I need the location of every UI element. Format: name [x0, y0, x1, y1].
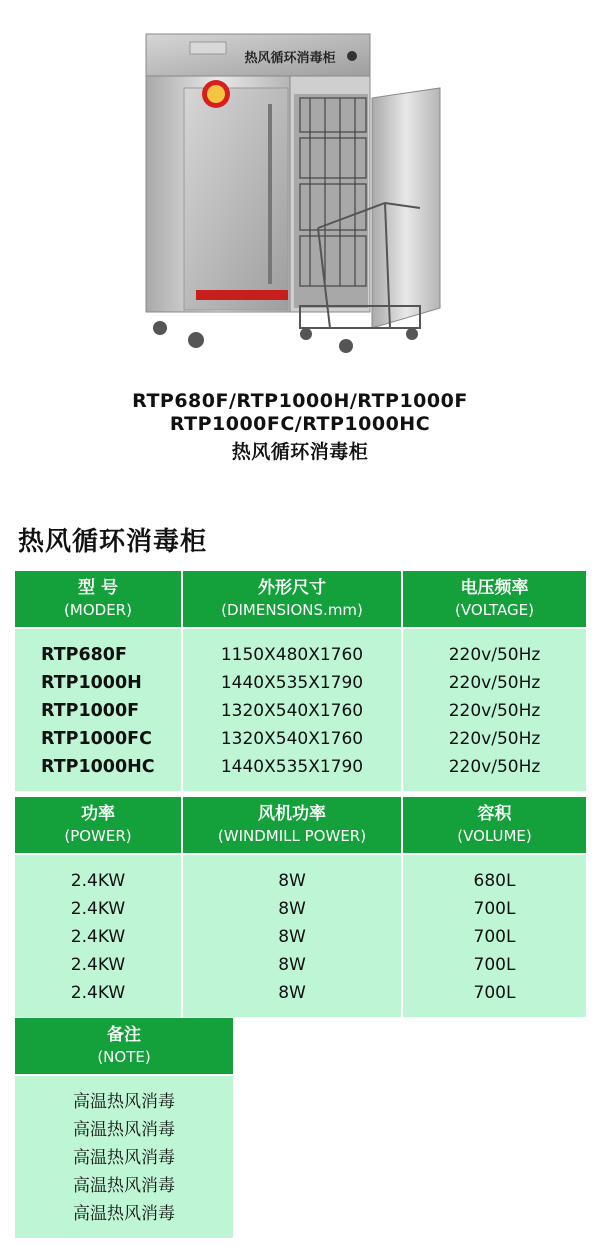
header-label-en: (WINDMILL POWER) [217, 827, 367, 845]
note-value: 高温热风消毒 [73, 1176, 175, 1196]
header-note [15, 1018, 233, 1074]
volume-value: 700L [473, 955, 516, 975]
note-value: 高温热风消毒 [73, 1148, 175, 1168]
header-label-zh: 外形尺寸 [258, 578, 326, 598]
disinfection-cabinet-illustration [140, 28, 470, 358]
power-value: 2.4KW [70, 927, 126, 947]
header-power [15, 797, 181, 853]
product-models-line-1: RTP680F/RTP1000H/RTP1000F [132, 390, 468, 412]
note-value: 高温热风消毒 [73, 1204, 175, 1224]
volume-value: 700L [473, 899, 516, 919]
voltage-value: 220v/50Hz [448, 729, 541, 749]
table-header-row [15, 1018, 233, 1074]
windmill-power-value: 8W [278, 983, 306, 1003]
header-volume [401, 797, 586, 853]
header-label-en: (POWER) [64, 827, 132, 845]
power-value: 2.4KW [70, 871, 126, 891]
windmill-power-value: 8W [278, 899, 306, 919]
header-label-zh: 电压频率 [460, 578, 529, 598]
header-label-zh: 型 号 [78, 578, 118, 598]
header-label-en: (VOLTAGE) [455, 601, 534, 619]
dimension-value: 1320X540X1760 [220, 701, 364, 721]
table-body-row [15, 627, 586, 791]
power-value: 2.4KW [70, 955, 126, 975]
dimensions-cell [181, 627, 401, 791]
dimension-value: 1440X535X1790 [220, 673, 364, 693]
voltage-cell [401, 627, 586, 791]
table-header-row [15, 571, 586, 627]
volume-value: 700L [473, 983, 516, 1003]
spec-table-model [15, 571, 586, 791]
header-label-zh: 风机功率 [258, 804, 326, 824]
table-header-row [15, 797, 586, 853]
header-model [15, 571, 181, 627]
windmill-power-value: 8W [278, 927, 306, 947]
voltage-value: 220v/50Hz [448, 645, 541, 665]
section-title: 热风循环消毒柜 [18, 527, 208, 557]
header-dimensions [181, 571, 401, 627]
spec-table-power [15, 797, 586, 1017]
model-value: RTP680F [41, 645, 127, 665]
product-name-caption: 热风循环消毒柜 [231, 441, 369, 463]
dimension-value: 1320X540X1760 [220, 729, 364, 749]
header-label-zh: 功率 [81, 804, 115, 824]
windmill-power-value: 8W [278, 871, 306, 891]
volume-value: 680L [473, 871, 516, 891]
power-value: 2.4KW [70, 899, 126, 919]
product-models-line-2: RTP1000FC/RTP1000HC [169, 413, 431, 435]
volume-cell [401, 853, 586, 1017]
models-cell [15, 627, 181, 791]
note-value: 高温热风消毒 [73, 1120, 175, 1140]
header-windmill-power [181, 797, 401, 853]
header-voltage [401, 571, 586, 627]
header-label-zh: 备注 [107, 1025, 141, 1045]
header-label-zh: 容积 [477, 804, 512, 824]
spec-table-note [15, 1018, 233, 1238]
windmill-power-value: 8W [278, 955, 306, 975]
table-body-row [15, 853, 586, 1017]
dimension-value: 1440X535X1790 [220, 757, 364, 777]
header-label-en: (NOTE) [97, 1048, 151, 1066]
volume-value: 700L [473, 927, 516, 947]
windmill-power-cell [181, 853, 401, 1017]
header-label-en: (MODER) [64, 601, 132, 619]
product-image [140, 28, 470, 358]
voltage-value: 220v/50Hz [448, 673, 541, 693]
dimension-value: 1150X480X1760 [220, 645, 364, 665]
header-label-en: (VOLUME) [457, 827, 532, 845]
cabinet-brand-label: 热风循环消毒柜 [244, 51, 336, 66]
voltage-value: 220v/50Hz [448, 757, 541, 777]
model-value: RTP1000F [41, 701, 140, 721]
note-cell [15, 1074, 233, 1238]
note-value: 高温热风消毒 [73, 1092, 175, 1112]
voltage-value: 220v/50Hz [448, 701, 541, 721]
power-cell [15, 853, 181, 1017]
model-value: RTP1000H [41, 673, 142, 693]
header-label-en: (DIMENSIONS.mm) [221, 601, 363, 619]
model-value: RTP1000FC [41, 729, 152, 749]
power-value: 2.4KW [70, 983, 126, 1003]
model-value: RTP1000HC [41, 757, 155, 777]
table-body-row [15, 1074, 233, 1238]
